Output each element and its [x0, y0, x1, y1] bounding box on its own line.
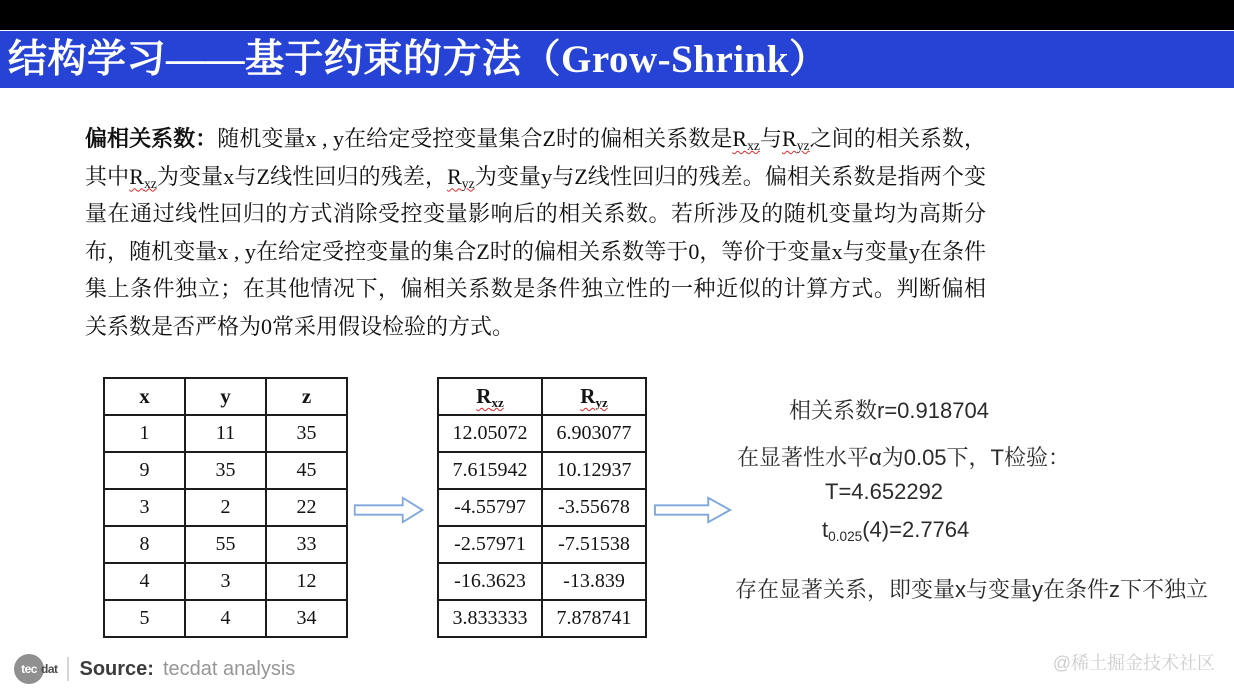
- table-cell: 22: [266, 489, 347, 526]
- table-cell: 4: [185, 600, 266, 637]
- r-xz-token: $R_{xz}$: [732, 126, 760, 154]
- table-header-row: [438, 378, 646, 415]
- table-cell: 3.833333: [438, 600, 542, 637]
- table-cell: 11: [185, 415, 266, 452]
- right-arrow-icon: [653, 495, 733, 525]
- table-cell: -16.3623: [438, 563, 542, 600]
- correlation-coefficient-text: 相关系数r=0.918704: [789, 398, 989, 423]
- source-label: Source:: [79, 657, 154, 680]
- table-cell: 2: [185, 489, 266, 526]
- table-cell: -4.55797: [438, 489, 542, 526]
- paragraph-text: 之间的相关系数，其中: [85, 126, 986, 189]
- table-cell: 7.878741: [542, 600, 646, 637]
- table-row: [104, 489, 347, 526]
- column-header-z: z: [266, 378, 347, 415]
- definition-paragraph: [85, 120, 986, 346]
- table-row: [438, 600, 646, 637]
- community-watermark: @稀土掘金技术社区: [1052, 653, 1215, 673]
- table-row: [438, 489, 646, 526]
- table-cell: 9: [104, 452, 185, 489]
- table-row: [438, 526, 646, 563]
- table-cell: 12: [266, 563, 347, 600]
- table-cell: 7.615942: [438, 452, 542, 489]
- table-cell: 55: [185, 526, 266, 563]
- r-yz-token: $R_{yz}$: [447, 163, 475, 191]
- column-header-x: x: [104, 378, 185, 415]
- column-header-y: y: [185, 378, 266, 415]
- table-cell: 3: [104, 489, 185, 526]
- xyz-data-table: [103, 377, 348, 638]
- table-header-row: [104, 378, 347, 415]
- table-cell: -13.839: [542, 563, 646, 600]
- paragraph-text: 为变量y与Z线性回归的残差。偏相关系数是指两个变量在通过线性回归的方式消除受控变量影响后的相关系数。若所涉及的随机变量均为高斯分布，随机变量x , y在给定受控变量的集合Z时的偏相关系数等于0，等价于变量x与变量y在条件集上条件独立；在其他情况下，偏相关系数是条件独立性的一种近似的计算方式。判断偏相关系数是否严格为0常采用假设检验的方式。: [85, 163, 986, 339]
- paragraph-text: 与: [759, 126, 783, 151]
- column-header-rxz: $R_{xz}$: [438, 378, 542, 415]
- table-cell: 3: [185, 563, 266, 600]
- r-yz-token: $R_{yz}$: [782, 126, 810, 154]
- residuals-table: [437, 377, 647, 638]
- table-cell: 4: [104, 563, 185, 600]
- table-cell: 35: [266, 415, 347, 452]
- table-cell: 8: [104, 526, 185, 563]
- conclusion-text: 存在显著关系，即变量x与变量y在条件z下不独立: [735, 577, 1209, 602]
- table-cell: 33: [266, 526, 347, 563]
- r-xz-token: $R_{xz}$: [129, 163, 157, 191]
- table-row: [104, 415, 347, 452]
- paragraph-lead: 偏相关系数：: [85, 126, 218, 151]
- table-cell: 10.12937: [542, 452, 646, 489]
- table-row: [438, 563, 646, 600]
- tecdat-logo-text: dat: [41, 662, 58, 676]
- paragraph-text: 随机变量x , y在给定受控变量集合Z时的偏相关系数是: [217, 126, 733, 151]
- table-row: [104, 526, 347, 563]
- t-critical-value-text: $t_{0.025}(4)=2.7764$: [822, 517, 970, 545]
- column-header-ryz: $R_{yz}$: [542, 378, 646, 415]
- table-row: [438, 415, 646, 452]
- source-attribution: [14, 653, 295, 685]
- table-row: [438, 452, 646, 489]
- table-row: [104, 600, 347, 637]
- table-cell: 1: [104, 415, 185, 452]
- table-cell: 45: [266, 452, 347, 489]
- divider: [67, 657, 69, 681]
- paragraph-text: 为变量x与Z线性回归的残差，: [156, 163, 448, 189]
- table-cell: 5: [104, 600, 185, 637]
- significance-level-text: 在显著性水平α为0.05下，T检验：: [737, 445, 1070, 470]
- table-cell: -7.51538: [542, 526, 646, 563]
- page-title: 结构学习——基于约束的方法（Grow-Shrink）: [8, 38, 829, 81]
- right-arrow-icon: [353, 495, 425, 525]
- source-value: tecdat analysis: [162, 657, 296, 680]
- table-cell: -2.57971: [438, 526, 542, 563]
- tecdat-logo-icon: tec: [14, 654, 44, 684]
- table-cell: 35: [185, 452, 266, 489]
- table-row: [104, 452, 347, 489]
- table-row: [104, 563, 347, 600]
- table-cell: 6.903077: [542, 415, 646, 452]
- t-statistic-text: T=4.652292: [825, 479, 944, 504]
- table-cell: 12.05072: [438, 415, 542, 452]
- top-letterbox-bar: [0, 0, 1234, 30]
- table-cell: -3.55678: [542, 489, 646, 526]
- title-banner: [0, 31, 1234, 88]
- table-cell: 34: [266, 600, 347, 637]
